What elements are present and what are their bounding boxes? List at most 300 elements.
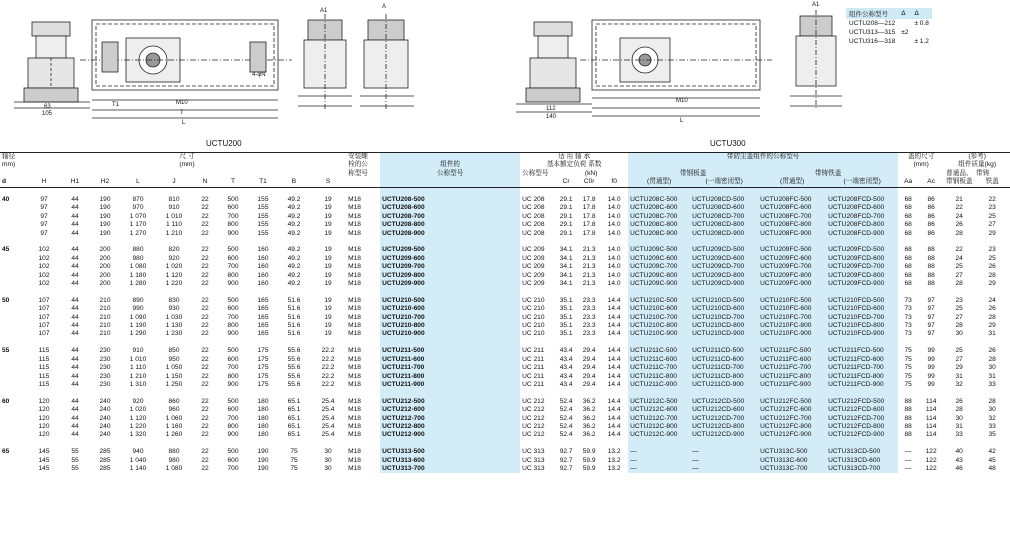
cell-N: 22 xyxy=(201,372,209,380)
shaft-diameter-cell xyxy=(0,314,28,322)
cell-aa: 68 xyxy=(904,246,912,254)
hdr-sym-b: B xyxy=(278,178,310,187)
cell-aa: 68 xyxy=(904,196,912,204)
cell-unit-model: UCTU209-800 xyxy=(380,272,520,280)
cell-B: 49.2 xyxy=(287,280,301,288)
shaft-diameter-cell xyxy=(0,263,28,271)
cell-H2: 230 xyxy=(99,355,111,363)
group-spacer xyxy=(0,389,1010,397)
cell-iron-through: UCTU210FC-900 xyxy=(758,330,826,338)
cell-steel-closed: UCTU211CD-800 xyxy=(690,373,758,381)
cell-mass-iron: 23 xyxy=(988,246,996,254)
cell-T: 700 xyxy=(227,313,239,321)
hdr-closed-2: (一端密闭型) xyxy=(826,178,898,187)
cell-J: 1 050 xyxy=(165,364,183,372)
hdr-sym-h2: H2 xyxy=(90,178,120,187)
cell-c0r: 29.4 xyxy=(582,380,596,388)
cell-J: 820 xyxy=(168,246,180,254)
hdr-mass-b: 带铸 xyxy=(976,169,990,177)
cell-bearing-model: UC 313 xyxy=(522,456,545,464)
cell-H: 115 xyxy=(38,355,50,363)
cell-steel-through: UCTU211C-500 xyxy=(628,347,690,355)
cell-N: 22 xyxy=(201,313,209,321)
cell-mass-iron: 27 xyxy=(988,221,996,229)
cell-c0r: 36.2 xyxy=(582,406,596,414)
cell-H1: 44 xyxy=(71,305,79,313)
cell-bearing-model: UC 209 xyxy=(522,280,545,288)
cell-iron-closed: UCTU212FCD-900 xyxy=(826,431,898,439)
cell-mass-std: 31 xyxy=(955,422,963,430)
cell-steel-through: UCTU208C-900 xyxy=(628,230,690,238)
cell-steel-through: UCTU210C-700 xyxy=(628,314,690,322)
cell-mass-std: 26 xyxy=(955,221,963,229)
cell-aa: 88 xyxy=(904,431,912,439)
cell-L: 1 320 xyxy=(129,431,147,439)
cell-N: 22 xyxy=(201,380,209,388)
cell-bearing-model: UC 208 xyxy=(522,229,545,237)
cell-mass-std: 25 xyxy=(955,305,963,313)
cell-mass-iron: 25 xyxy=(988,254,996,262)
cell-unit-model: UCTU208-500 xyxy=(380,196,520,204)
cell-S: 19 xyxy=(324,204,332,212)
cell-cr: 34.1 xyxy=(559,280,573,288)
cell-mass-std: 28 xyxy=(955,322,963,330)
cell-mass-std: 30 xyxy=(955,414,963,422)
cell-ac: 99 xyxy=(927,364,935,372)
cell-c0r: 17.8 xyxy=(582,204,596,212)
cell-bolt: M18 xyxy=(348,322,361,330)
cell-steel-through: UCTU211C-800 xyxy=(628,373,690,381)
dim-label-m10: M10 xyxy=(176,100,188,106)
cell-T1: 180 xyxy=(257,422,269,430)
cell-L: 1 020 xyxy=(129,406,147,414)
cell-H2: 200 xyxy=(99,263,111,271)
cell-H1: 44 xyxy=(71,196,79,204)
cell-aa: — xyxy=(904,464,912,472)
cell-c0r: 17.8 xyxy=(582,196,596,204)
cell-iron-through: UCTU313C-700 xyxy=(758,465,826,473)
cell-iron-through: UCTU212FC-500 xyxy=(758,398,826,406)
cell-iron-through: UCTU209FC-900 xyxy=(758,280,826,288)
cell-c0r: 21.3 xyxy=(582,271,596,279)
cell-mass-std: 28 xyxy=(955,229,963,237)
hdr-sym-l: L xyxy=(120,178,156,187)
cell-f0: 14.4 xyxy=(607,313,621,321)
cell-bolt: M18 xyxy=(348,456,361,464)
cell-H: 145 xyxy=(38,464,50,472)
cell-iron-closed: UCTU208FCD-700 xyxy=(826,213,898,221)
cell-N: 22 xyxy=(201,246,209,254)
cell-mass-std: 46 xyxy=(955,464,963,472)
cell-aa: — xyxy=(904,448,912,456)
shaft-diameter-cell: 50 xyxy=(2,296,10,304)
cell-H1: 44 xyxy=(71,271,79,279)
cell-H: 102 xyxy=(38,246,50,254)
cell-T: 600 xyxy=(227,204,239,212)
cell-S: 22.2 xyxy=(321,372,335,380)
cell-ac: 99 xyxy=(927,355,935,363)
cell-iron-closed: UCTU212FCD-800 xyxy=(826,423,898,431)
cell-iron-through: UCTU208FC-800 xyxy=(758,221,826,229)
cell-iron-through: UCTU209FC-700 xyxy=(758,263,826,271)
cell-cr: 34.1 xyxy=(559,254,573,262)
cell-mass-iron: 28 xyxy=(988,313,996,321)
cell-aa: 75 xyxy=(904,364,912,372)
cell-T: 600 xyxy=(227,305,239,313)
cell-f0: 14.4 xyxy=(607,296,621,304)
cell-T1: 155 xyxy=(257,196,269,204)
cell-T1: 180 xyxy=(257,397,269,405)
hdr-steel-plate: 带钢板盖 xyxy=(628,170,758,178)
cell-T: 500 xyxy=(227,397,239,405)
cell-H2: 240 xyxy=(99,406,111,414)
cell-f0: 14.0 xyxy=(607,196,621,204)
cell-J: 1 130 xyxy=(165,322,183,330)
shaft-diameter-cell xyxy=(0,280,28,288)
cell-bearing-model: UC 211 xyxy=(522,347,544,355)
tol-header-model: 组件公称型号 xyxy=(849,11,888,18)
hdr-through-2: (贯通型) xyxy=(758,178,826,187)
cell-T: 600 xyxy=(227,254,239,262)
cell-cr: 29.1 xyxy=(559,204,573,212)
cell-N: 22 xyxy=(201,397,209,405)
cell-S: 19 xyxy=(324,280,332,288)
cell-iron-closed: UCTU210FCD-800 xyxy=(826,322,898,330)
cell-ac: 88 xyxy=(927,263,935,271)
cell-f0: 14.4 xyxy=(607,380,621,388)
cell-T1: 175 xyxy=(257,355,269,363)
cell-f0: 14.4 xyxy=(607,372,621,380)
hdr-sym-aa: Aa xyxy=(898,178,918,187)
cell-L: 1 280 xyxy=(129,280,147,288)
cell-S: 19 xyxy=(324,330,332,338)
table-row xyxy=(0,246,1010,254)
cell-aa: 75 xyxy=(904,372,912,380)
cell-T: 500 xyxy=(227,347,239,355)
cell-T: 500 xyxy=(227,246,239,254)
cell-steel-closed: UCTU212CD-900 xyxy=(690,431,758,439)
cell-T1: 175 xyxy=(257,347,269,355)
cell-mass-std: 31 xyxy=(955,372,963,380)
cell-L: 990 xyxy=(132,305,144,313)
cell-bearing-model: UC 210 xyxy=(522,322,545,330)
tol-a: ± 1.2 xyxy=(914,38,929,45)
cell-ac: 97 xyxy=(927,330,935,338)
cell-ac: 114 xyxy=(925,406,937,414)
cell-aa: 68 xyxy=(904,254,912,262)
cell-iron-through: UCTU212FC-600 xyxy=(758,406,826,414)
cell-ac: 86 xyxy=(927,229,935,237)
table-row xyxy=(0,398,1010,406)
cell-T: 500 xyxy=(227,196,239,204)
cell-cr: 92.7 xyxy=(559,464,573,472)
cell-S: 25.4 xyxy=(321,431,335,439)
cell-mass-std: 28 xyxy=(955,280,963,288)
cell-H: 97 xyxy=(40,196,48,204)
cell-mass-std: 22 xyxy=(955,204,963,212)
cell-T1: 180 xyxy=(257,406,269,414)
cell-f0: 14.4 xyxy=(607,397,621,405)
cell-iron-closed: UCTU209FCD-700 xyxy=(826,263,898,271)
cell-S: 25.4 xyxy=(321,406,335,414)
hdr-sym-f0: f0 xyxy=(600,178,628,187)
cell-ac: 97 xyxy=(927,296,935,304)
cell-steel-through: UCTU208C-600 xyxy=(628,204,690,212)
cell-T: 800 xyxy=(227,221,239,229)
cell-c0r: 23.3 xyxy=(582,313,596,321)
cell-c0r: 21.3 xyxy=(582,254,596,262)
hdr-empty xyxy=(0,170,28,178)
table-row xyxy=(0,230,1010,238)
cell-T: 700 xyxy=(227,263,239,271)
cell-bearing-model: UC 209 xyxy=(522,246,545,254)
cell-iron-closed: UCTU209FCD-900 xyxy=(826,280,898,288)
hdr-sym-j: J xyxy=(156,178,192,187)
cell-unit-model: UCTU211-700 xyxy=(380,364,520,372)
cell-mass-std: 32 xyxy=(955,380,963,388)
shaft-diameter-cell xyxy=(0,415,28,423)
hdr-shaft-unit: mm) xyxy=(2,161,16,169)
cell-steel-through: UCTU211C-600 xyxy=(628,356,690,364)
cell-H1: 44 xyxy=(71,280,79,288)
cell-unit-model: UCTU211-500 xyxy=(380,347,520,355)
cell-S: 22.2 xyxy=(321,364,335,372)
cell-mass-iron: 26 xyxy=(988,305,996,313)
cell-steel-through: UCTU210C-900 xyxy=(628,330,690,338)
cell-N: 22 xyxy=(201,431,209,439)
cell-L: 1 190 xyxy=(129,322,147,330)
cell-cr: 43.4 xyxy=(559,372,573,380)
cell-N: 22 xyxy=(201,456,209,464)
cell-c0r: 21.3 xyxy=(582,263,596,271)
cell-mass-iron: 29 xyxy=(988,280,996,288)
cell-f0: 14.4 xyxy=(607,364,621,372)
cell-cr: 35.1 xyxy=(559,305,573,313)
table-row xyxy=(0,330,1010,338)
cell-ac: 99 xyxy=(927,380,935,388)
cell-H: 102 xyxy=(38,271,50,279)
cell-T1: 160 xyxy=(257,246,269,254)
cell-J: 1 260 xyxy=(165,431,183,439)
cell-ac: 99 xyxy=(927,347,935,355)
cell-H1: 44 xyxy=(71,229,79,237)
cell-T1: 160 xyxy=(257,254,269,262)
table-row xyxy=(0,448,1010,456)
cell-ac: 114 xyxy=(925,414,937,422)
cell-aa: 73 xyxy=(904,322,912,330)
hdr-bearing: 适 用 轴 承 xyxy=(558,153,591,160)
cell-unit-model: UCTU210-500 xyxy=(380,297,520,305)
cell-bearing-model: UC 209 xyxy=(522,271,545,279)
cell-T: 700 xyxy=(227,364,239,372)
cell-J: 850 xyxy=(168,347,180,355)
cell-H1: 44 xyxy=(71,212,79,220)
cell-S: 22.2 xyxy=(321,347,335,355)
cell-T1: 190 xyxy=(257,464,269,472)
cell-cr: 35.1 xyxy=(559,296,573,304)
cell-H: 120 xyxy=(38,422,50,430)
cell-f0: 14.0 xyxy=(607,204,621,212)
cell-S: 22.2 xyxy=(321,380,335,388)
cell-iron-closed: UCTU211FCD-700 xyxy=(826,364,898,372)
cell-unit-model: UCTU313-600 xyxy=(380,457,520,465)
cell-aa: 73 xyxy=(904,313,912,321)
cell-ac: 86 xyxy=(927,221,935,229)
table-row xyxy=(0,204,1010,212)
cell-T: 900 xyxy=(227,229,239,237)
cell-unit-model: UCTU211-800 xyxy=(380,373,520,381)
hdr-sym-d: d xyxy=(0,178,28,187)
cell-iron-closed: UCTU313CD-600 xyxy=(826,457,898,465)
cell-J: 950 xyxy=(168,355,180,363)
cell-J: 910 xyxy=(168,204,180,212)
cell-iron-closed: UCTU211FCD-600 xyxy=(826,356,898,364)
cell-T: 700 xyxy=(227,212,239,220)
cell-J: 1 020 xyxy=(165,263,183,271)
cell-iron-through: UCTU211FC-700 xyxy=(758,364,826,372)
cell-mass-std: 27 xyxy=(955,355,963,363)
cell-bearing-model: UC 211 xyxy=(522,380,544,388)
cell-S: 25.4 xyxy=(321,397,335,405)
cell-N: 22 xyxy=(201,330,209,338)
cell-mass-iron: 22 xyxy=(988,196,996,204)
cell-ac: 97 xyxy=(927,322,935,330)
cell-ac: 99 xyxy=(927,372,935,380)
cell-steel-closed: — xyxy=(690,457,758,465)
cell-L: 970 xyxy=(132,204,144,212)
cell-J: 1 120 xyxy=(165,271,183,279)
cell-unit-model: UCTU209-600 xyxy=(380,255,520,263)
cell-H1: 44 xyxy=(71,263,79,271)
cell-H1: 44 xyxy=(71,246,79,254)
cell-H1: 44 xyxy=(71,204,79,212)
cell-S: 19 xyxy=(324,229,332,237)
cell-bolt: M18 xyxy=(348,280,361,288)
cell-bolt: M18 xyxy=(348,196,361,204)
cell-L: 940 xyxy=(132,448,144,456)
cell-iron-through: UCTU211FC-800 xyxy=(758,373,826,381)
cell-ac: 88 xyxy=(927,271,935,279)
cell-f0: 14.0 xyxy=(607,280,621,288)
cell-unit-model: UCTU209-700 xyxy=(380,263,520,271)
cell-S: 19 xyxy=(324,296,332,304)
table-row xyxy=(0,297,1010,305)
shaft-diameter-cell xyxy=(0,364,28,372)
cell-J: 1 010 xyxy=(165,212,183,220)
cell-H1: 44 xyxy=(71,296,79,304)
cell-bearing-model: UC 208 xyxy=(522,221,545,229)
cell-H1: 44 xyxy=(71,380,79,388)
cell-H: 120 xyxy=(38,406,50,414)
cell-unit-model: UCTU212-500 xyxy=(380,398,520,406)
hdr-sym-ac: Ac xyxy=(918,178,944,187)
cell-steel-closed: UCTU211CD-600 xyxy=(690,356,758,364)
dim-label-140: 140 xyxy=(546,114,557,120)
cell-H2: 190 xyxy=(99,196,111,204)
cell-S: 19 xyxy=(324,263,332,271)
group-spacer xyxy=(0,187,1010,196)
hdr-sym-t: T xyxy=(218,178,248,187)
cell-f0: 14.4 xyxy=(607,355,621,363)
cell-H2: 230 xyxy=(99,380,111,388)
cell-B: 65.1 xyxy=(287,397,301,405)
cell-steel-closed: — xyxy=(690,465,758,473)
cell-unit-model: UCTU208-700 xyxy=(380,213,520,221)
cell-steel-through: UCTU209C-600 xyxy=(628,255,690,263)
cell-H2: 190 xyxy=(99,212,111,220)
cell-T1: 155 xyxy=(257,221,269,229)
cell-bearing-model: UC 208 xyxy=(522,196,545,204)
cell-H1: 44 xyxy=(71,313,79,321)
cell-B: 49.2 xyxy=(287,263,301,271)
hdr-unit-model-1: 组件的 xyxy=(380,161,520,169)
cell-steel-closed: UCTU212CD-700 xyxy=(690,415,758,423)
cell-cr: 43.4 xyxy=(559,364,573,372)
cell-bearing-model: UC 212 xyxy=(522,414,545,422)
cell-L: 1 290 xyxy=(129,330,147,338)
cell-cr: 29.1 xyxy=(559,196,573,204)
cell-H1: 44 xyxy=(71,355,79,363)
cell-H1: 44 xyxy=(71,322,79,330)
hdr-empty xyxy=(520,178,554,187)
cell-iron-through: UCTU212FC-800 xyxy=(758,423,826,431)
table-row xyxy=(0,373,1010,381)
cell-f0: 14.4 xyxy=(607,305,621,313)
hdr-load: 基本额定负荷 系数 xyxy=(546,161,602,169)
cell-ac: 122 xyxy=(925,456,937,464)
hdr-mass-a2: 带钢板盖 xyxy=(946,178,973,186)
cell-cr: 34.1 xyxy=(559,271,573,279)
cell-f0: 14.4 xyxy=(607,330,621,338)
cell-B: 65.1 xyxy=(287,431,301,439)
cell-cr: 43.4 xyxy=(559,347,573,355)
hdr-bolt: 安装螺 xyxy=(348,153,368,160)
cell-H: 115 xyxy=(38,372,50,380)
table-row xyxy=(0,347,1010,355)
cell-iron-closed: UCTU208FCD-500 xyxy=(826,196,898,204)
cell-steel-through: UCTU209C-500 xyxy=(628,246,690,254)
cell-bearing-model: UC 208 xyxy=(522,204,545,212)
cell-f0: 14.4 xyxy=(607,422,621,430)
cell-iron-through: UCTU210FC-700 xyxy=(758,314,826,322)
cell-B: 51.6 xyxy=(287,296,301,304)
cell-bolt: M18 xyxy=(348,431,361,439)
cell-c0r: 21.3 xyxy=(582,280,596,288)
dim-label-112: 112 xyxy=(546,106,556,112)
cell-unit-model: UCTU212-900 xyxy=(380,431,520,439)
cell-ac: 114 xyxy=(925,397,937,405)
cell-mass-iron: 25 xyxy=(988,212,996,220)
cell-steel-through: — xyxy=(628,448,690,456)
cell-H: 107 xyxy=(38,322,50,330)
cell-N: 22 xyxy=(201,448,209,456)
cell-ac: 122 xyxy=(925,448,937,456)
cell-L: 1 070 xyxy=(129,212,147,220)
cell-bolt: M18 xyxy=(348,271,361,279)
dim-label-l-right: L xyxy=(680,118,684,124)
cell-steel-closed: UCTU210CD-500 xyxy=(690,297,758,305)
hdr-mass-a: 普通品、 xyxy=(946,169,973,177)
cell-H1: 44 xyxy=(71,254,79,262)
cell-unit-model: UCTU208-800 xyxy=(380,221,520,229)
cell-H: 145 xyxy=(38,448,50,456)
cell-ac: 122 xyxy=(925,464,937,472)
cell-T: 900 xyxy=(227,330,239,338)
cell-bearing-model: UC 209 xyxy=(522,263,545,271)
cell-mass-std: 23 xyxy=(955,296,963,304)
cell-T1: 155 xyxy=(257,204,269,212)
cell-mass-iron: 29 xyxy=(988,322,996,330)
